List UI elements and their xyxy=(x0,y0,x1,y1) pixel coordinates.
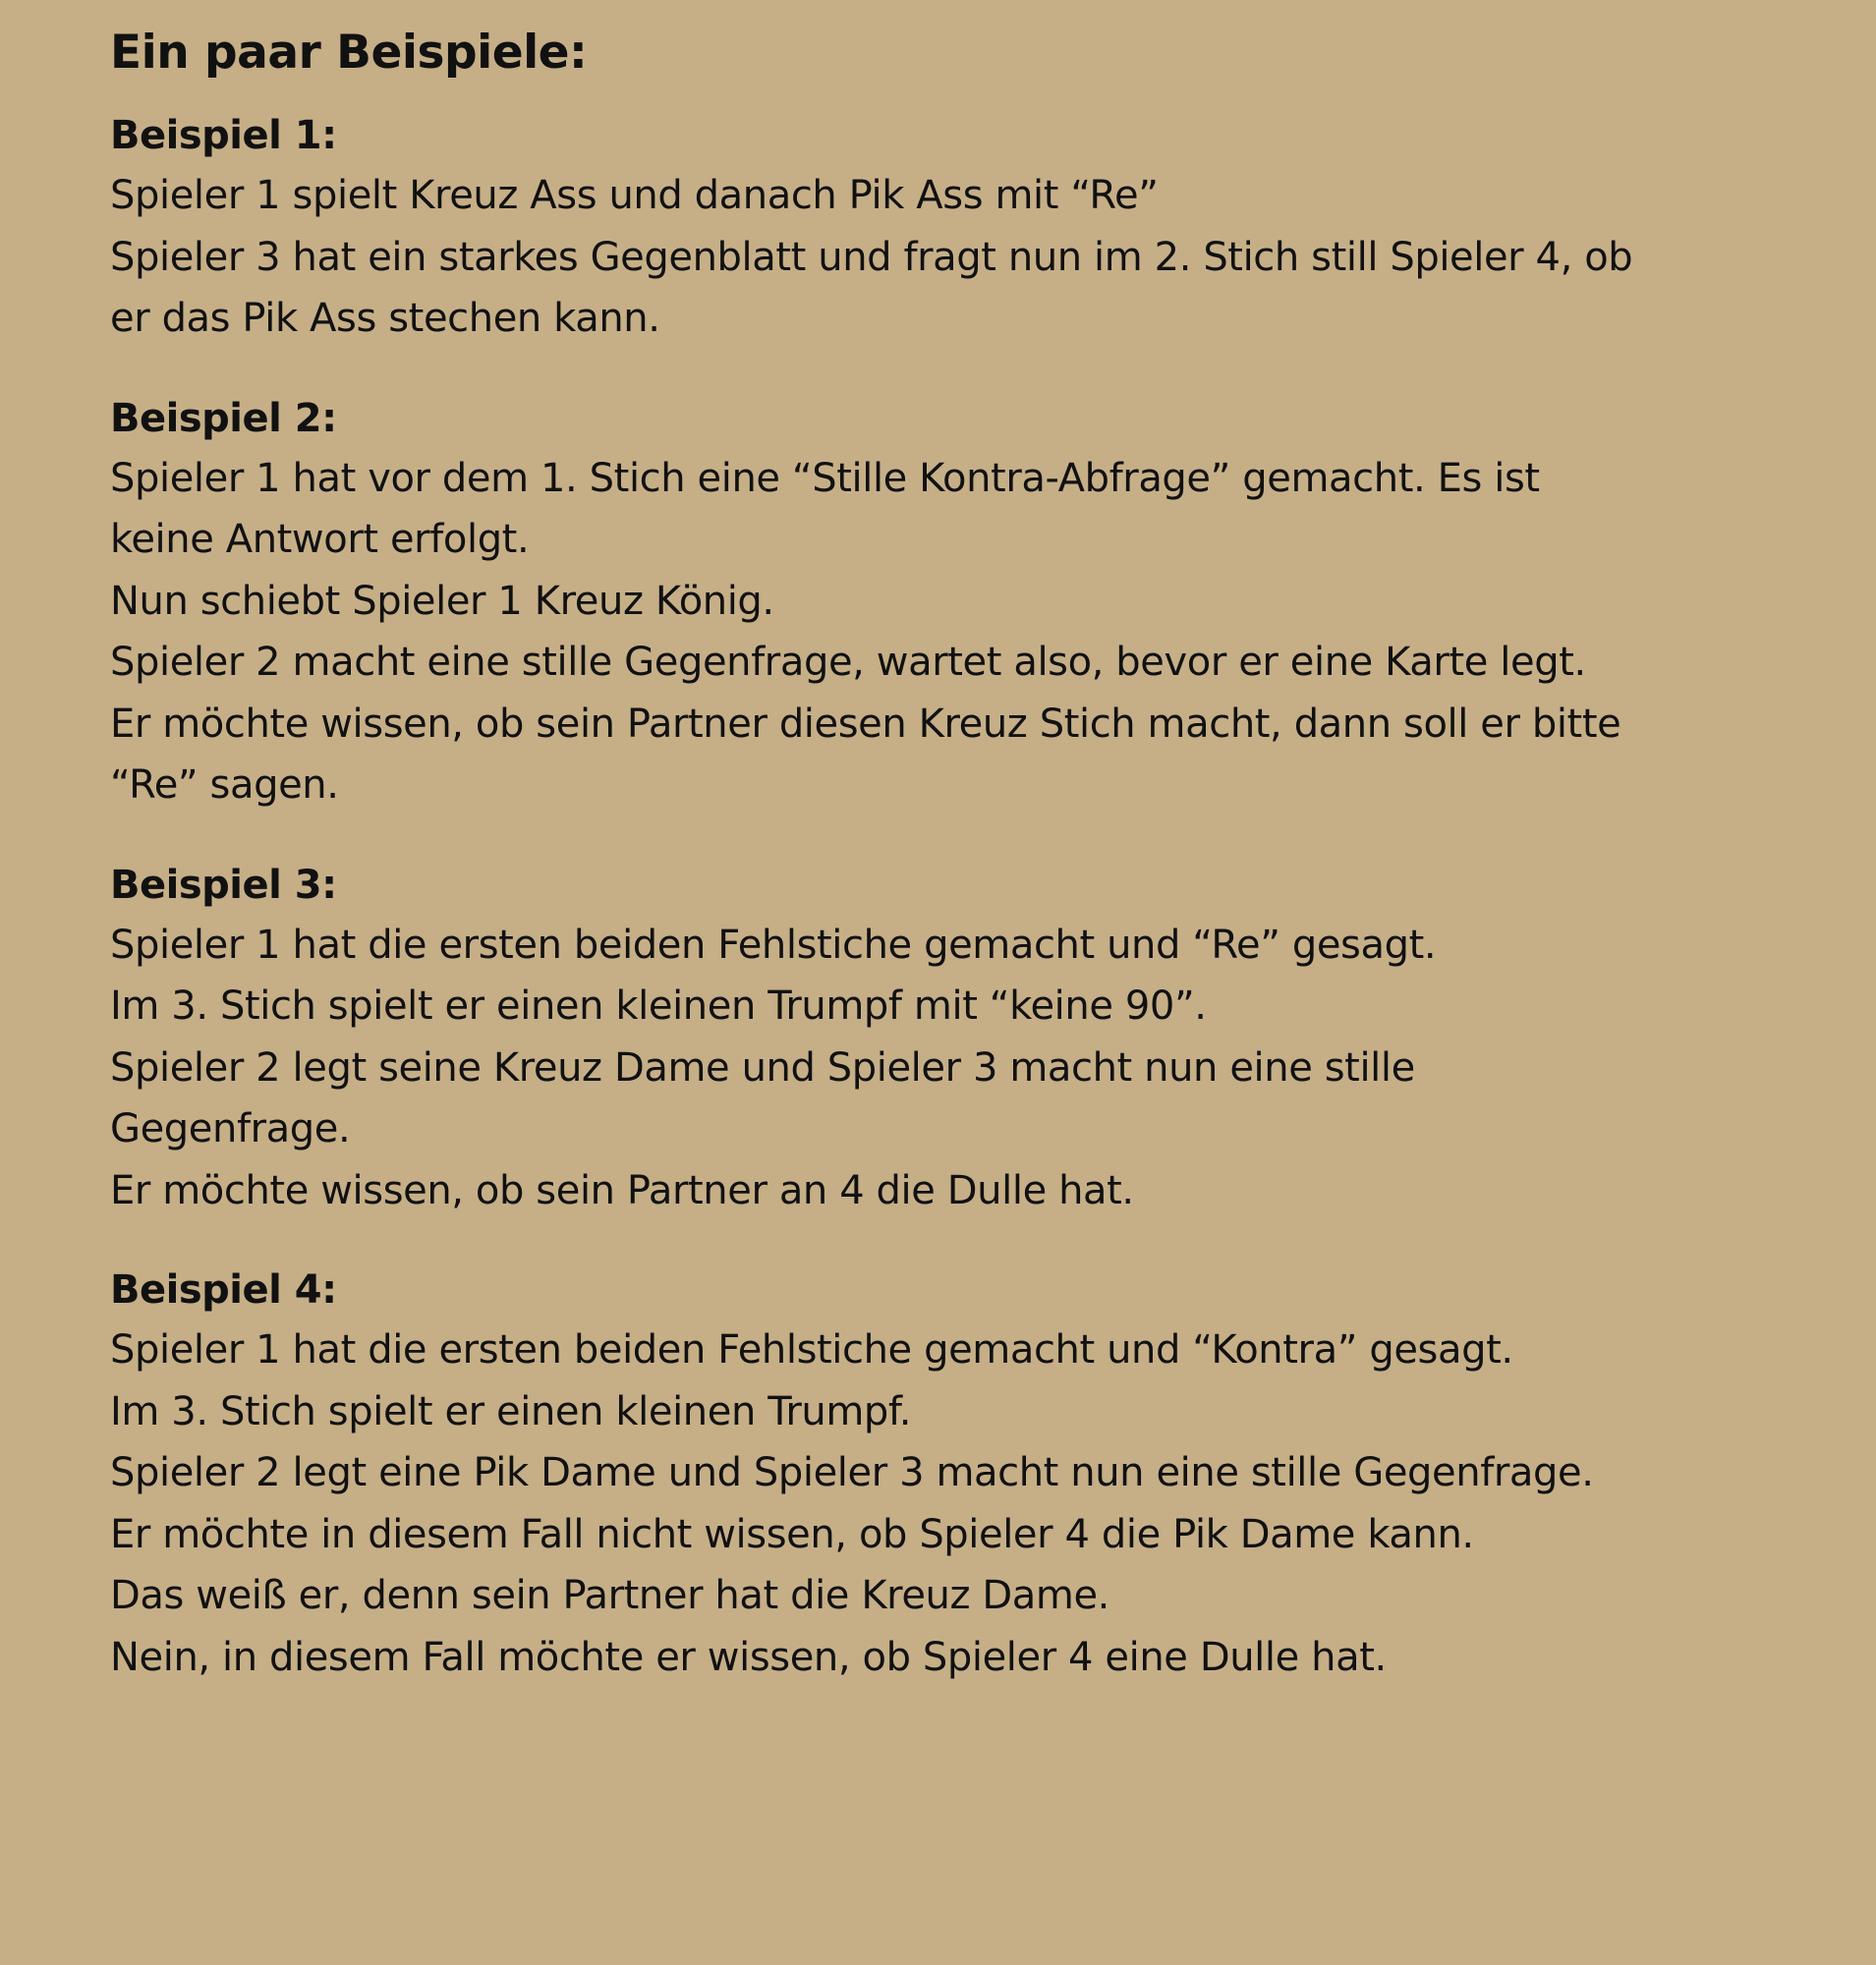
example-line: Er möchte wissen, ob sein Partner diesen Kreuz Stich macht, dann soll er bitte “Re” sagen. xyxy=(110,701,1621,808)
example-line: Spieler 1 spielt Kreuz Ass und danach Pik Ass mit “Re” xyxy=(110,173,1159,218)
page-title: Ein paar Beispiele: xyxy=(110,26,588,80)
example-line: Spieler 2 legt eine Pik Dame und Spieler 3 macht nun eine stille Gegenfrage. xyxy=(110,1450,1594,1495)
example-3 xyxy=(110,856,1876,1222)
example-line: Spieler 2 macht eine stille Gegenfrage, wartet also, bevor er eine Karte legt. xyxy=(110,640,1586,685)
example-line: Nun schiebt Spieler 1 Kreuz König. xyxy=(110,578,774,624)
example-line: Nein, in diesem Fall möchte er wissen, ob Spieler 4 eine Dulle hat. xyxy=(110,1634,1387,1680)
example-2 xyxy=(110,389,1876,816)
example-heading: Beispiel 3: xyxy=(110,862,337,908)
example-4 xyxy=(110,1261,1876,1688)
example-line: Im 3. Stich spielt er einen kleinen Trumpf. xyxy=(110,1388,912,1434)
example-line: Spieler 3 hat ein starkes Gegenblatt und fragt nun im 2. Stich still Spieler 4, ob er das Pik Ass stechen kann. xyxy=(110,234,1633,341)
example-line: Spieler 1 hat die ersten beiden Fehlstiche gemacht und “Re” gesagt. xyxy=(110,922,1437,968)
example-1 xyxy=(110,106,1876,350)
example-line: Spieler 2 legt seine Kreuz Dame und Spieler 3 macht nun eine stille Gegenfrage. xyxy=(110,1044,1415,1151)
example-line: Spieler 1 hat vor dem 1. Stich eine “Stille Kontra-Abfrage” gemacht. Es ist keine Antwort erfolgt. xyxy=(110,455,1540,562)
example-heading: Beispiel 1: xyxy=(110,113,337,158)
example-line: Das weiß er, denn sein Partner hat die Kreuz Dame. xyxy=(110,1573,1109,1618)
example-heading: Beispiel 2: xyxy=(110,395,337,441)
example-line: Er möchte in diesem Fall nicht wissen, ob Spieler 4 die Pik Dame kann. xyxy=(110,1511,1474,1557)
example-line: Spieler 1 hat die ersten beiden Fehlstiche gemacht und “Kontra” gesagt. xyxy=(110,1327,1513,1373)
example-heading: Beispiel 4: xyxy=(110,1267,337,1313)
example-line: Im 3. Stich spielt er einen kleinen Trumpf mit “keine 90”. xyxy=(110,983,1207,1029)
example-line: Er möchte wissen, ob sein Partner an 4 die Dulle hat. xyxy=(110,1167,1134,1213)
